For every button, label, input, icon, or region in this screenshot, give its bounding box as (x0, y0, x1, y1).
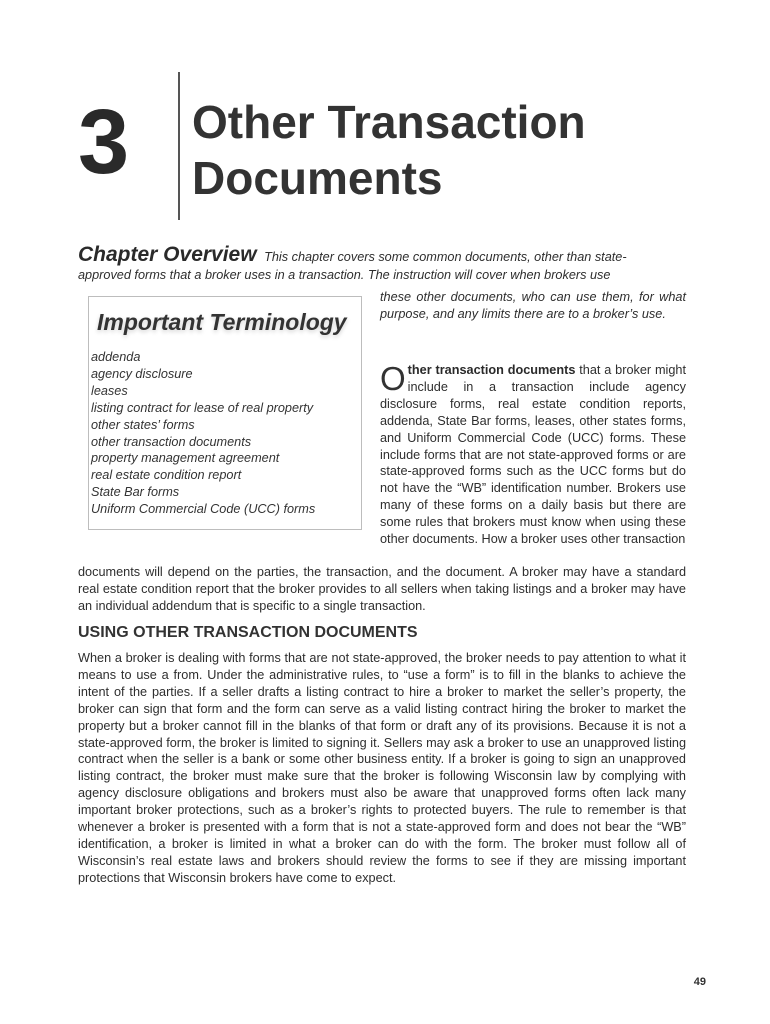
term-item: addenda (91, 350, 141, 364)
term-item: property management agreement (91, 451, 280, 466)
chapter-title-line2: Documents (192, 152, 443, 204)
chapter-number: 3 (78, 91, 130, 193)
term-item: leases (91, 383, 128, 398)
term-item: real estate condition report (91, 468, 242, 483)
overview-text-line1: This chapter covers some common documents, other than state- (264, 250, 627, 264)
intro-bold-lead: ther transaction documents (407, 363, 576, 377)
page-number: 49 (693, 976, 706, 988)
term-item: Uniform Commercial Code (UCC) forms (91, 502, 316, 517)
section-heading: USING OTHER TRANSACTION DOCUMENTS (78, 624, 418, 641)
chapter-overview (78, 243, 688, 284)
intro-text: that a broker might include in a transaction include agency disclosure forms, real estate condition reports, addenda, State Bar forms, leases, other states forms, and Uniform Commercial Code (UCC) forms. These include forms that are not state-approved forms or are state-approved forms such as the UCC forms but do not have the “WB” identification number. Brokers use many of these forms on a daily basis but there are some rules that brokers must know when using these other documents. How a broker uses other transaction (380, 363, 686, 547)
term-item: other states’ forms (91, 417, 195, 432)
terminology-list (91, 349, 315, 518)
intro-paragraph-continued: documents will depend on the parties, the transaction, and the document. A broker may have a standard real estate condition report that the broker provides to all sellers when taking listings and a broker may have an individual addendum that is specific to a single transaction. (78, 565, 686, 613)
term-item: State Bar forms (91, 485, 180, 500)
terminology-box (88, 296, 362, 530)
overview-heading: Chapter Overview (78, 243, 257, 266)
chapter-title (192, 94, 586, 206)
overview-text-line2: approved forms that a broker uses in a transaction. The instruction will cover when brokers use (78, 268, 611, 282)
section-body: When a broker is dealing with forms that are not state-approved, the broker needs to pay attention to what it means to use a from. Under the administrative rules, to “use a form” is to fill in the blanks to achieve the intent of the parties. If a seller drafts a listing contract to hire a broker to market the seller’s property, the broker can sign that form and the form can serve as a valid listing contract hiring the broker to market the property but a broker cannot fill in the blanks of that form or draft any of its provisions. Because it is not a state-approved form, the broker is limited to signing it. Sellers may ask a broker to use an unapproved listing contract when the seller is a bank or some other business entity. If a broker is going to sign an unapproved listing contract, the broker must make sure that the broker is following Wisconsin law by complying with agency disclosure obligations and brokers must also be aware that unapproved forms often lack many important broker protections, such as a broker’s rights to protected buyers. The rule to remember is that whenever a broker is presented with a form that is not a state-approved form and does not bear the “WB” identification, a broker is limited in what a broker can do with the form. The broker must follow all of Wisconsin’s real estate laws and brokers should review the forms to see if they are missing important protections that Wisconsin brokers have come to expect. (78, 651, 686, 885)
intro-paragraph (380, 362, 686, 548)
terminology-title: Important Terminology (97, 309, 347, 335)
drop-cap: O (380, 360, 406, 397)
term-item: listing contract for lease of real property (91, 400, 314, 415)
chapter-divider (178, 72, 180, 220)
term-item: agency disclosure (91, 366, 193, 381)
overview-text-rest: these other documents, who can use them, for what purpose, and any limits there are to a broker’s use. (380, 290, 686, 321)
chapter-title-line1: Other Transaction (192, 96, 586, 148)
term-item: other transaction documents (91, 434, 252, 449)
